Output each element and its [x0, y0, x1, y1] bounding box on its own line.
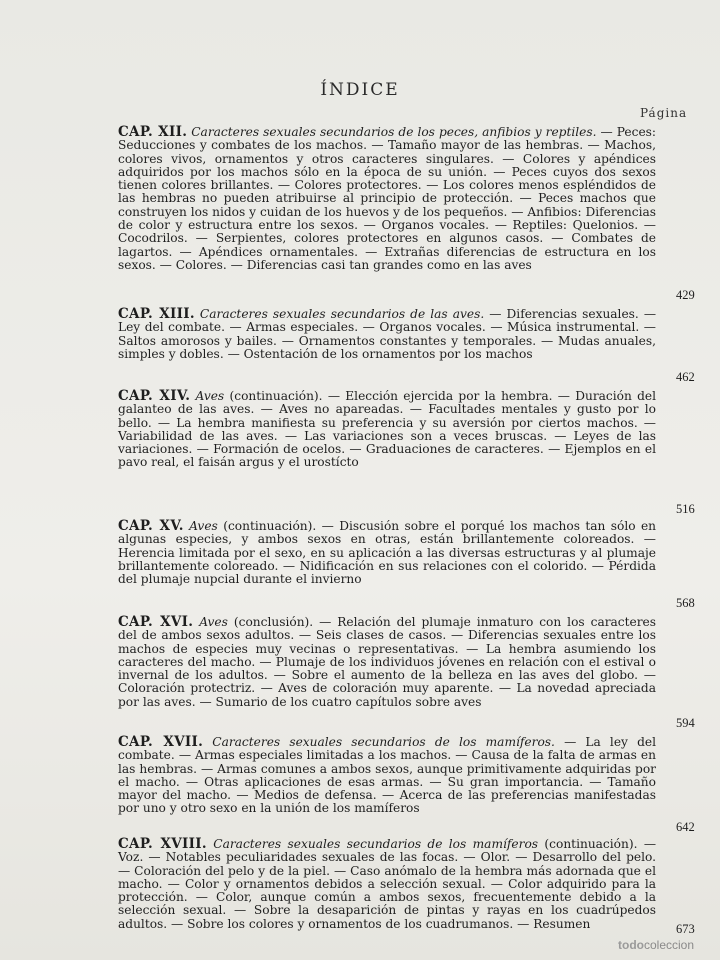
chapter-summary: — Peces: Seducciones y combates de los machos. — Tamaño mayor de las hembras. — Machos, colores vivos, ornamentos y otros caracteres singulares. — Colores y apéndices adquiridos por los machos sólo en la época de su unión. — Peces cuyos dos sexos tienen colores brillantes. — Colores protectores. — Los colores menos espléndidos de las hembras no pueden atribuirse al principio de protección. — Peces machos que construyen los nidos y cuidan de los huevos y de los pequeños. — Anfibios: Diferencias de color y estructura entre los sexos. — Organos vocales. — Reptiles: Quelonios. — Cocodrilos. — Serpientes, colores protectores en algunos casos. — Combates de lagartos. — Apéndices ornamentales. — Extrañas diferencias de estructura en los sexos. — Colores. — Diferencias casi tan grandes como en las aves [118, 125, 657, 272]
toc-entry-text [118, 390, 656, 470]
page-number: 429 [676, 288, 695, 302]
page-number: 462 [676, 370, 695, 384]
page-number: 673 [676, 922, 695, 936]
toc-entry [118, 520, 656, 586]
toc-entry-text [118, 838, 656, 931]
chapter-title: Aves [195, 389, 225, 403]
chapter-title: Caracteres sexuales secundarios de los mamíferos [213, 837, 539, 851]
chapter-number: CAP. XVIII. [118, 836, 207, 852]
toc-entry [118, 838, 656, 931]
toc-entry-text [118, 308, 656, 361]
chapter-summary: — La ley del combate. — Armas especiales limitadas a los machos. — Causa de la falta de armas en las hembras. — Armas comunes a ambos sexos, aunque primitivamente adquiridas por el macho. — Otras aplicaciones de esas armas. — Su gran importancia. — Tamaño mayor del macho. — Medios de defensa. — Acerca de las preferencias manifestadas por uno y otro sexo en la unión de los mamíferos [118, 735, 656, 816]
page-number: 594 [676, 716, 695, 730]
toc-entry [118, 616, 656, 709]
toc-entry-text [118, 616, 656, 709]
chapter-number: CAP. XIII. [118, 306, 195, 322]
chapter-number: CAP. XV. [118, 518, 184, 534]
chapter-summary: (continuación). — Voz. — Notables peculiaridades sexuales de las focas. — Olor. — Desarrollo del pelo. — Coloración del pelo y de la piel. — Caso anómalo de la hembra más adornada que el macho. — Color y ornamentos debidos a selección sexual. — Color adquirido para la protección. — Color, aunque común a ambos sexos, frecuentemente debido a la selección sexual. — Sobre la desaparición de pintas y rayas en los cuadrúpedos adultos. — Sobre los colores y ornamentos de los cuadrumanos. — Resumen [118, 837, 657, 931]
chapter-title: Caracteres sexuales secundarios de las aves. [199, 307, 485, 321]
watermark-suffix: coleccion [644, 938, 695, 952]
toc-entry [118, 390, 656, 470]
toc-entry [118, 736, 656, 816]
chapter-number: CAP. XII. [118, 124, 188, 140]
chapter-summary: (continuación). — Discusión sobre el porqué los machos tan sólo en algunas especies, y ambos sexos en otras, están brillantemente coloreados. — Herencia limitada por el sexo, en su aplicación a las diversas estructuras y al plumaje brillantemente coloreado. — Nidificación en sus relaciones con el colorido. — Pérdida del plumaje nupcial durante el invierno [118, 519, 657, 587]
watermark-brand: todo [618, 938, 644, 952]
page-number: 642 [676, 820, 695, 834]
page-heading: ÍNDICE [320, 80, 400, 100]
chapter-title: Caracteres sexuales secundarios de los peces, anfibios y reptiles. [191, 125, 597, 139]
chapter-number: CAP. XVII. [118, 734, 204, 750]
toc-entry [118, 126, 656, 272]
chapter-summary: — Diferencias sexuales. — Ley del combate. — Armas especiales. — Organos vocales. — Música instrumental. — Saltos amorosos y bailes. — Ornamentos constantes y temporales. — Mudas anuales, simples y dobles. — Ostentación de los ornamentos por los machos [118, 307, 657, 361]
watermark [618, 938, 694, 952]
page-column-label: Página [640, 106, 688, 120]
toc-entry [118, 308, 656, 361]
page-number: 516 [676, 502, 695, 516]
chapter-title: Aves [199, 615, 228, 629]
toc-entry-text [118, 520, 656, 586]
chapter-title: Caracteres sexuales secundarios de los mamíferos. [212, 735, 555, 749]
chapter-title: Aves [189, 519, 218, 533]
chapter-number: CAP. XVI. [118, 614, 194, 630]
chapter-summary: (continuación). — Elección ejercida por la hembra. — Duración del galanteo de las aves. — Aves no apareadas. — Facultades mentales y gusto por lo bello. — La hembra manifiesta su preferencia y su aversión por ciertos machos. — Variabilidad de las aves. — Las variaciones son a veces bruscas. — Leyes de las variaciones. — Formación de ocelos. — Graduaciones de caracteres. — Ejemplos en el pavo real, el faisán argus y el urostícto [118, 389, 657, 470]
toc-entry-text [118, 126, 656, 272]
toc-entry-text [118, 736, 656, 816]
chapter-number: CAP. XIV. [118, 388, 191, 404]
chapter-summary: (conclusión). — Relación del plumaje inmaturo con los caracteres del de ambos sexos adultos. — Seis clases de casos. — Diferencias sexuales entre los machos de especies muy vecinas o representativas. — La hembra asumiendo los caracteres del macho. — Plumaje de los individuos jóvenes en relación con el estival o invernal de los adultos. — Sobre el aumento de la belleza en las aves del globo. — Coloración protectriz. — Aves de coloración muy aparente. — La novedad apreciada por las aves. — Sumario de los cuatro capítulos sobre aves [118, 615, 657, 709]
page-number: 568 [676, 596, 695, 610]
